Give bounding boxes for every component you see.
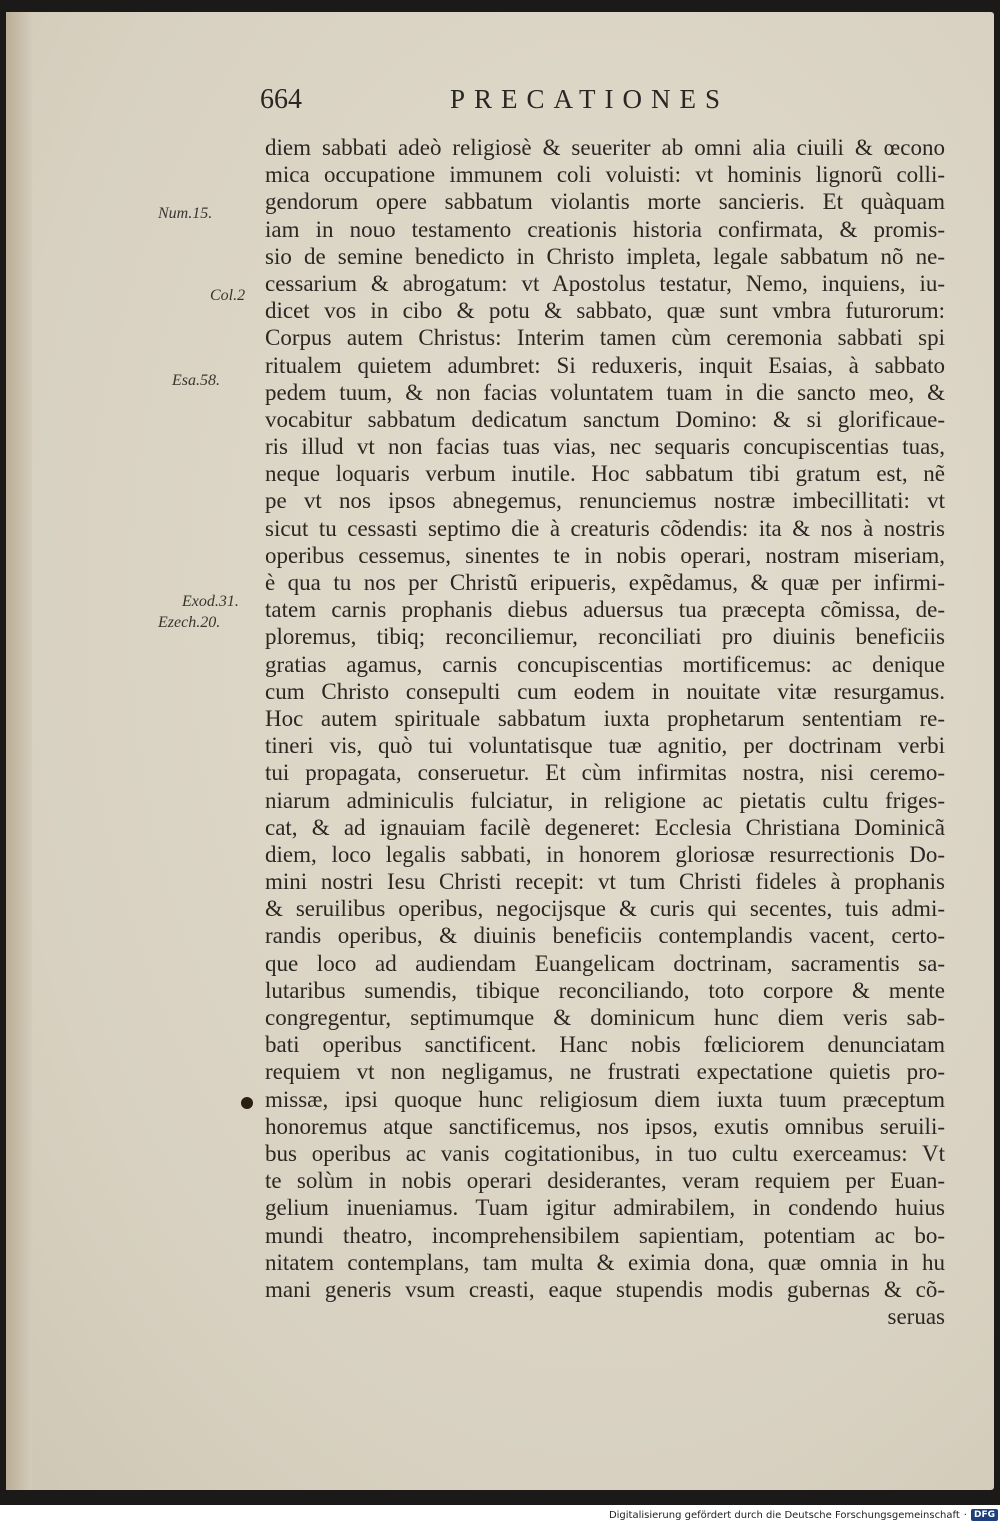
text-line: cat, & ad ignauiam facilè degeneret: Ecclesia Christiana Dominicã bbox=[265, 814, 945, 840]
text-line: missæ, ipsi quoque hunc religiosum diem iuxta tuum præceptum bbox=[265, 1086, 945, 1112]
margin-note-num: Num.15. bbox=[158, 205, 213, 222]
text-line: diem sabbati adeò religiosè & seueriter ab omni alia ciuili & œcono bbox=[265, 135, 945, 160]
margin-note-esa: Esa.58. bbox=[172, 372, 220, 389]
text-line: gelium inueniamus. Tuam igitur admirabilem, in condendo huius bbox=[265, 1195, 945, 1221]
text-line: randis operibus, & diuinis beneficiis contemplandis vacent, certo- bbox=[265, 923, 945, 949]
text-line: operibus cessemus, sinentes te in nobis operari, nostram miseriam, bbox=[265, 542, 945, 568]
margin-note-exod: Exod.31. bbox=[182, 593, 239, 610]
text-line: sicut tu cessasti septimo die à creaturis cõdendis: ita & nos à nostris bbox=[265, 515, 945, 541]
text-line: gratias agamus, carnis concupiscentias mortificemus: ac denique bbox=[265, 651, 945, 677]
text-line: bati operibus sanctificent. Hanc nobis fœliciorem denunciatam bbox=[265, 1032, 945, 1058]
text-line: iam in nouo testamento creationis historia confirmata, & promis- bbox=[265, 216, 945, 242]
text-line: te solùm in nobis operari desiderantes, veram requiem per Euan- bbox=[265, 1168, 945, 1194]
running-head bbox=[260, 84, 820, 124]
text-line: Hoc autem spirituale sabbatum iuxta prophetarum sententiam re- bbox=[265, 705, 945, 731]
text-line: pe vt nos ipsos abnegemus, renunciemus nostræ imbecillitati: vt bbox=[265, 488, 945, 514]
text-line: mica occupatione immunem coli voluisti: vt hominis lignorũ colli- bbox=[265, 162, 945, 188]
text-line: tui propagata, conseruetur. Et cùm infirmitas nostra, nisi ceremo- bbox=[265, 760, 945, 786]
text-line: tineri vis, quò tui voluntatisque tuæ agnitio, per doctrinam verbi bbox=[265, 733, 945, 759]
margin-note-col: Col.2 bbox=[210, 287, 246, 304]
text-line: niarum adminiculis fulciatur, in religione ac pietatis cultu friges- bbox=[265, 787, 945, 813]
text-line: vocabitur sabbatum dedicatum sanctum Domino: & si glorificaue- bbox=[265, 406, 945, 432]
text-line: diem, loco legalis sabbati, in honorem gloriosæ resurrectionis Do- bbox=[265, 841, 945, 867]
text-line: pedem tuum, & non facias voluntatem tuam in die sancto meo, & bbox=[265, 379, 945, 405]
text-line: & seruilibus operibus, negocijsque & curis qui secentes, tuis admi- bbox=[265, 896, 945, 922]
text-line: Corpus autem Christus: Interim tamen cùm ceremonia sabbati spi bbox=[265, 325, 945, 351]
text-line: sio de semine benedicto in Christo impleta, legale sabbatum nõ ne- bbox=[265, 243, 945, 269]
text-line: ris illud vt non facias tuas vias, nec sequaris concupiscentias tuas, bbox=[265, 434, 945, 460]
text-line: bus operibus ac vanis cogitationibus, in tuo cultu exerceamus: Vt bbox=[265, 1140, 945, 1166]
catchword: seruas bbox=[887, 1304, 945, 1330]
text-line: que loco ad audiendam Euangelicam doctrinam, sacramentis sa- bbox=[265, 950, 945, 976]
text-line: ritualem quietem adumbret: Si reduxeris, inquit Esaias, à sabbato bbox=[265, 352, 945, 378]
text-line: requiem vt non negligamus, ne frustrati expectatione quietis pro- bbox=[265, 1059, 945, 1085]
text-line: lutaribus sumendis, tibique reconciliando, toto corpore & mente bbox=[265, 977, 945, 1003]
text-line: honoremus atque sanctificemus, nos ipsos, exutis omnibus seruili- bbox=[265, 1113, 945, 1139]
text-line: cum Christo consepulti cum eodem in nouitate vitæ resurgamus. bbox=[265, 678, 945, 704]
digitization-footer: Digitalisierung gefördert durch die Deutsche Forschungsgemeinschaft · DFG bbox=[609, 1507, 998, 1523]
page-number: 664 bbox=[260, 84, 302, 115]
text-line: mani generis vsum creasti, eaque stupendis modis gubernas & cõ- bbox=[265, 1276, 945, 1302]
dfg-logo: DFG bbox=[971, 1509, 998, 1521]
text-line: neque loquaris verbum inutile. Hoc sabbatum tibi gratum est, nẽ bbox=[265, 461, 945, 487]
text-line: mundi theatro, incomprehensibilem sapientiam, potentiam ac bo- bbox=[265, 1222, 945, 1248]
text-line: è qua tu nos per Christũ eripueris, expẽdamus, & quæ per infirmi- bbox=[265, 570, 945, 595]
text-line: dicet vos in cibo & potu & sabbato, quæ sunt vmbra futurorum: bbox=[265, 298, 945, 324]
text-line: nitatem contemplans, tam multa & eximia dona, quæ omnia in hu bbox=[265, 1249, 945, 1275]
text-line: tatem carnis prophanis diebus aduersus tua præcepta cõmissa, de- bbox=[265, 597, 945, 623]
ink-blot bbox=[241, 1097, 253, 1109]
prayer-text bbox=[265, 134, 945, 1330]
margin-note-ezech: Ezech.20. bbox=[158, 614, 221, 631]
footer-credit: Digitalisierung gefördert durch die Deutsche Forschungsgemeinschaft bbox=[608, 1509, 960, 1521]
text-line: mini nostri Iesu Christi recepit: vt tum Christi fideles à prophanis bbox=[265, 869, 945, 895]
page-gutter bbox=[6, 12, 32, 1490]
text-line: ploremus, tibiq; reconciliemur, reconciliati pro diuinis beneficiis bbox=[265, 624, 945, 650]
text-line: congregentur, septimumque & dominicum hunc diem veris sab- bbox=[265, 1005, 945, 1030]
text-line: cessarium & abrogatum: vt Apostolus testatur, Nemo, inquiens, iu- bbox=[265, 270, 945, 296]
running-title: PRECATIONES bbox=[450, 84, 730, 114]
text-line: gendorum opere sabbatum violantis morte sancieris. Et quàquam bbox=[265, 189, 945, 215]
